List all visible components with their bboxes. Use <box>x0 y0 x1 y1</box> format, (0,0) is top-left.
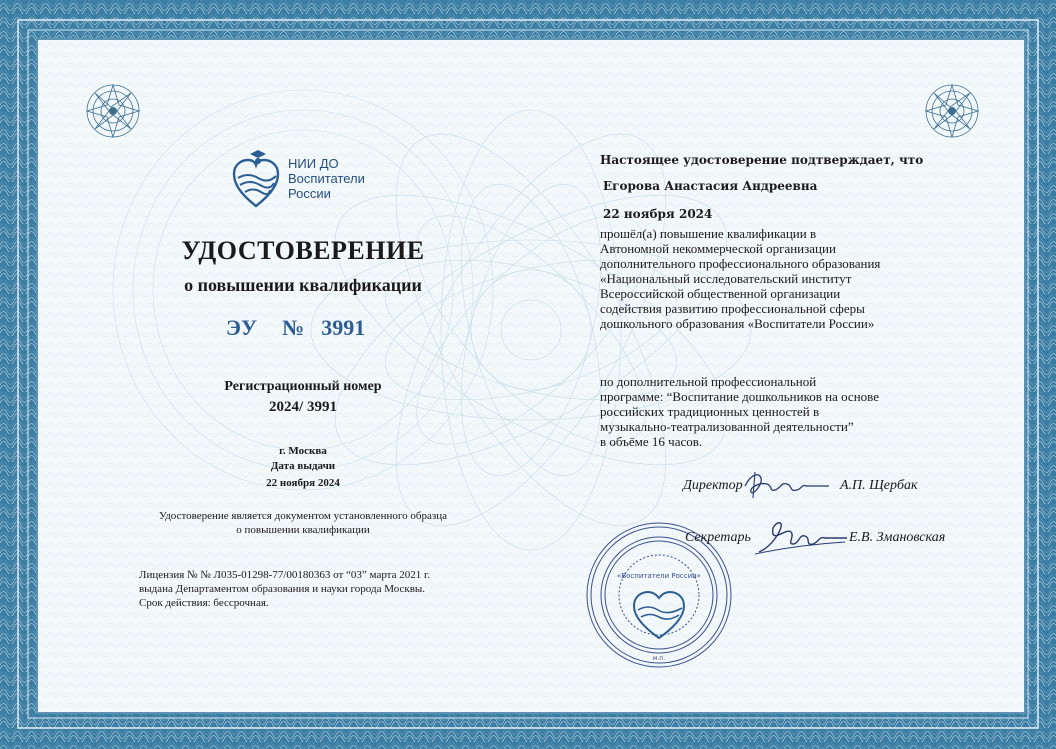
organization-logo <box>232 148 392 210</box>
number-sign: № <box>282 315 305 340</box>
body-line: музыкально-театрализованной деятельности” <box>600 419 854 434</box>
registration-label: Регистрационный номер <box>224 379 382 394</box>
seal-center-text: «Воспитатели России» <box>617 572 701 580</box>
body-line: по дополнительной профессиональной <box>600 374 817 389</box>
license-info <box>139 568 499 610</box>
body-line: «Национальный исследовательский институт <box>600 271 852 286</box>
license-line-1: Лицензия № № Л035-01298-77/00180363 от “03” марта 2021 г. <box>139 569 431 581</box>
director-role: Директор <box>683 478 743 493</box>
body-line: в объёме 16 часов. <box>600 434 703 449</box>
holder-name: Егорова Анастасия Андреевна <box>603 179 818 193</box>
institution-paragraph <box>600 226 945 331</box>
document-note-line-2: о повышении квалификации <box>236 524 370 536</box>
license-line-3: Срок действия: бессрочная. <box>139 597 269 609</box>
number-value: 3991 <box>321 315 366 340</box>
heart-logo-icon <box>232 148 280 210</box>
logo-line-3: России <box>288 186 331 201</box>
secretary-name: Е.В. Змановская <box>849 530 946 545</box>
seal-mp: м.п. <box>652 655 666 662</box>
body-line: Автономной некоммерческой организации <box>600 241 836 256</box>
director-name: А.П. Щербак <box>840 478 918 493</box>
secretary-signature <box>753 518 849 558</box>
body-line: прошёл(а) повышение квалификации в <box>600 226 817 241</box>
issue-date: 22 ноября 2024 <box>266 477 340 489</box>
body-line: российских традиционных ценностей в <box>600 404 820 419</box>
secretary-role: Секретарь <box>685 530 751 545</box>
certificate-title: УДОСТОВЕРЕНИЕ <box>181 236 425 265</box>
registration-value: 2024/ 3991 <box>269 399 337 415</box>
number-series: ЭУ <box>226 315 258 340</box>
director-signature <box>741 468 831 500</box>
program-paragraph <box>600 374 945 449</box>
body-line: дополнительного профессионального образования <box>600 256 881 271</box>
body-line: Всероссийской общественной организации <box>600 286 841 301</box>
document-note-line-1: Удостоверение является документом установленного образца <box>158 510 448 522</box>
completion-date: 22 ноября 2024 <box>603 207 713 221</box>
certificate-subtitle: о повышении квалификации <box>184 275 422 295</box>
corner-rosette-icon <box>924 83 980 139</box>
logo-line-1: НИИ ДО <box>288 156 339 171</box>
secretary-signature-block <box>685 526 995 562</box>
issue-place: г. Москва <box>279 445 327 457</box>
logo-wordmark <box>288 156 365 201</box>
body-line: программе: “Воспитание дошкольников на основе <box>600 389 879 404</box>
corner-rosette-icon <box>85 83 141 139</box>
certificate-number <box>226 315 386 341</box>
issue-date-label: Дата выдачи <box>270 460 336 472</box>
confirmation-line: Настоящее удостоверение подтверждает, что <box>600 153 924 167</box>
license-line-2: выдана Департаментом образования и науки города Москвы. <box>139 583 426 595</box>
body-line: содействия развитию профессиональной сферы <box>600 301 865 316</box>
body-line: дошкольного образования «Воспитатели России» <box>600 316 875 331</box>
director-signature-block <box>683 472 983 502</box>
certificate-body <box>36 38 1026 714</box>
logo-line-2: Воспитатели <box>288 171 365 186</box>
document-note <box>128 509 478 537</box>
